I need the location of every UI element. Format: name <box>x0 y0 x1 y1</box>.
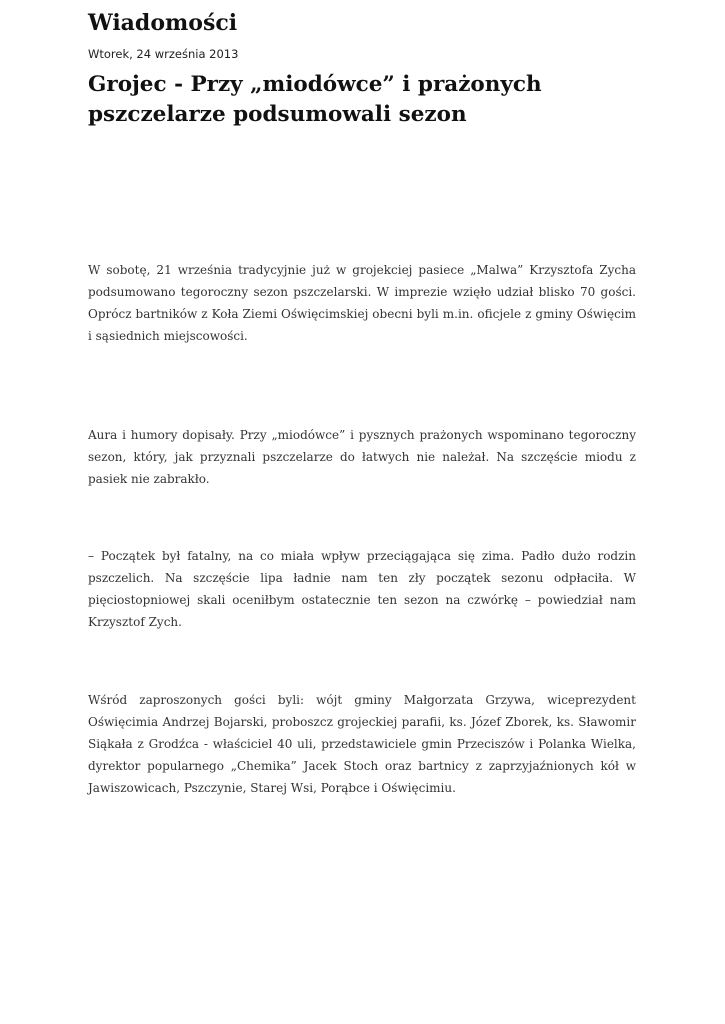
article-paragraph: Aura i humory dopisały. Przy „miodówce” i pysznych prażonych wspominano tegoroczny sezon, który, jak przyznali pszczelarze do łatwych nie należał. Na szczęście miodu z pasiek nie zabrakło. <box>88 428 636 486</box>
site-title: Wiadomości <box>88 10 238 36</box>
article-paragraph: W sobotę, 21 września tradycyjnie już w grojekciej pasiece „Malwa” Krzysztofa Zycha podsumowano tegoroczny sezon pszczelarski. W imprezie wzięło udział blisko 70 gości. Oprócz bartników z Koła Ziemi Oświęcimskiej obecni byli m.in. oficjele z gminy Oświęcim i sąsiednich miejscowości. <box>88 263 636 343</box>
article-paragraph: – Początek był fatalny, na co miała wpływ przeciągająca się zima. Padło dużo rodzin pszczelich. Na szczęście lipa ładnie nam ten zły początek sezonu odpłaciła. W pięciostopniowej skali oceniłbym ostatecznie ten sezon na czwórkę – powiedział nam Krzysztof Zych. <box>88 549 636 629</box>
article-title: Grojec - Przy „miodówce” i prażonych pszczelarze podsumowali sezon <box>88 72 542 127</box>
article-date: Wtorek, 24 września 2013 <box>88 47 239 61</box>
article-paragraph: Wśród zaproszonych gości byli: wójt gminy Małgorzata Grzywa, wiceprezydent Oświęcimia Andrzej Bojarski, proboszcz grojeckiej parafii, ks. Józef Zborek, ks. Sławomir Siąkała z Grodźca - właściciel 40 uli, przedstawiciele gmin Przeciszów i Polanka Wielka, dyrektor popularnego „Chemika” Jacek Stoch oraz bartnicy z zaprzyjaźnionych kół w Jawiszowicach, Pszczynie, Starej Wsi, Porąbce i Oświęcimiu. <box>88 693 636 795</box>
